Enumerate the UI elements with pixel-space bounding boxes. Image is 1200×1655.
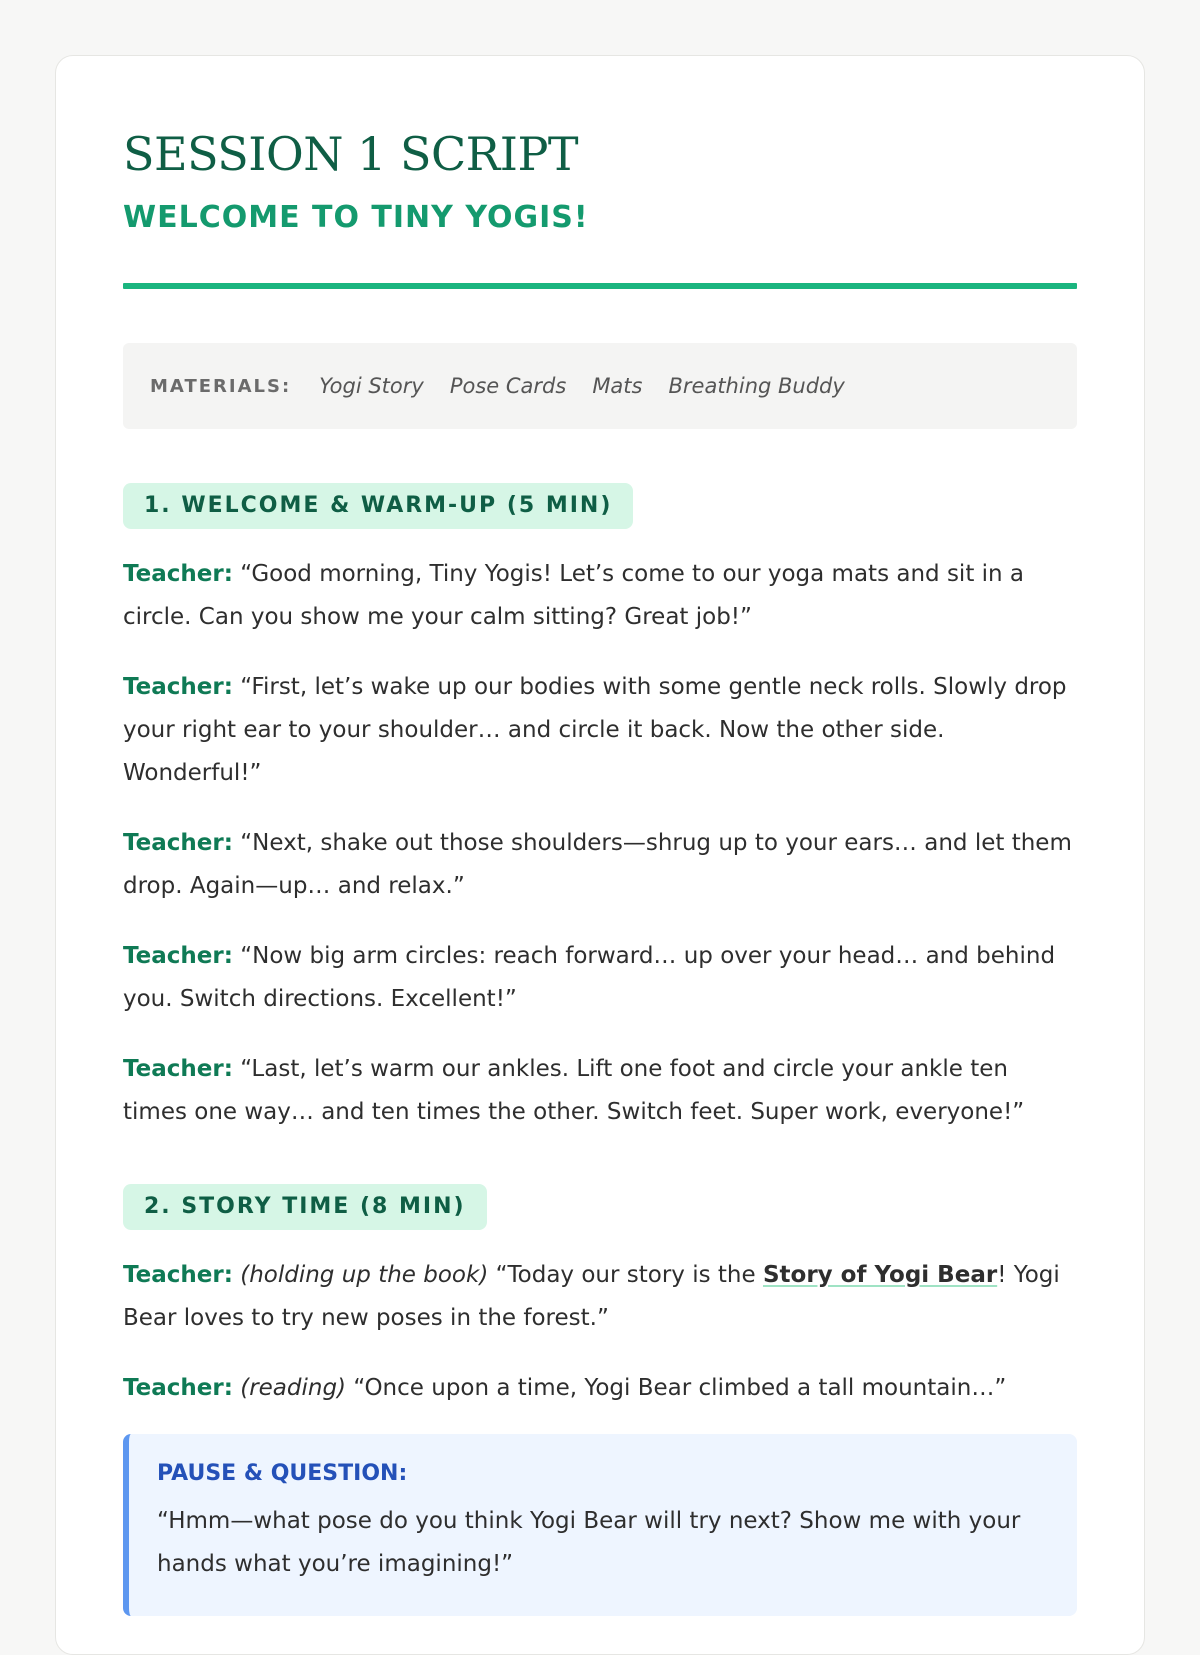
script-card xyxy=(55,55,1145,1655)
header-divider xyxy=(123,283,1077,289)
script-line xyxy=(123,1367,1077,1410)
script-line xyxy=(123,935,1077,1021)
material-item: Breathing Buddy xyxy=(668,374,845,398)
page-title: SESSION 1 SCRIPT xyxy=(123,127,579,181)
materials-label: MATERIALS: xyxy=(150,375,292,397)
speaker-label: Teacher: xyxy=(123,943,233,969)
materials-bar xyxy=(123,343,1077,429)
pause-question-callout xyxy=(123,1434,1077,1616)
line-text: “Today our story is the xyxy=(495,1262,763,1288)
line-text: “Now big arm circles: reach forward… up over your head… and behind you. Switch directions. Excellent!” xyxy=(123,943,1056,1012)
line-text: “Once upon a time, Yogi Bear climbed a tall mountain…” xyxy=(353,1375,1007,1401)
book-title: Story of Yogi Bear xyxy=(762,1262,998,1288)
stage-direction: (holding up the book) xyxy=(240,1262,489,1288)
script-line xyxy=(123,1048,1077,1134)
page-subtitle: WELCOME TO TINY YOGIS! xyxy=(123,200,589,235)
section-heading-story-time: 2. STORY TIME (8 MIN) xyxy=(123,1184,487,1230)
speaker-label: Teacher: xyxy=(123,830,233,856)
line-text: ! Yogi Bear loves to try new poses in the forest.” xyxy=(123,1262,1060,1331)
speaker-label: Teacher: xyxy=(123,674,233,700)
pause-text: “Hmm—what pose do you think Yogi Bear will try next? Show me with your hands what you’re imagining!” xyxy=(157,1508,1021,1577)
script-line xyxy=(123,666,1077,795)
material-item: Pose Cards xyxy=(449,374,567,398)
line-text: “Last, let’s warm our ankles. Lift one foot and circle your ankle ten times one way… and ten times the other. Switch feet. Super work, everyone!” xyxy=(123,1056,1025,1125)
section-heading-welcome: 1. WELCOME & WARM-UP (5 MIN) xyxy=(123,483,633,529)
speaker-label: Teacher: xyxy=(123,1375,233,1401)
script-line xyxy=(123,1254,1077,1340)
script-line xyxy=(123,553,1077,639)
script-line xyxy=(123,822,1077,908)
material-item: Yogi Story xyxy=(319,374,424,398)
line-text: “Next, shake out those shoulders—shrug up to your ears… and let them drop. Again—up… and relax.” xyxy=(123,830,1072,899)
stage-direction: (reading) xyxy=(240,1375,347,1401)
material-item: Mats xyxy=(592,374,643,398)
speaker-label: Teacher: xyxy=(123,1262,233,1288)
line-text: “First, let’s wake up our bodies with some gentle neck rolls. Slowly drop your right ear to your shoulder… and circle it back. Now the other side. Wonderful!” xyxy=(123,674,1067,786)
speaker-label: Teacher: xyxy=(123,561,233,587)
pause-label: PAUSE & QUESTION: xyxy=(157,1461,408,1486)
speaker-label: Teacher: xyxy=(123,1056,233,1082)
line-text: “Good morning, Tiny Yogis! Let’s come to our yoga mats and sit in a circle. Can you show me your calm sitting? Great job!” xyxy=(123,561,1025,630)
